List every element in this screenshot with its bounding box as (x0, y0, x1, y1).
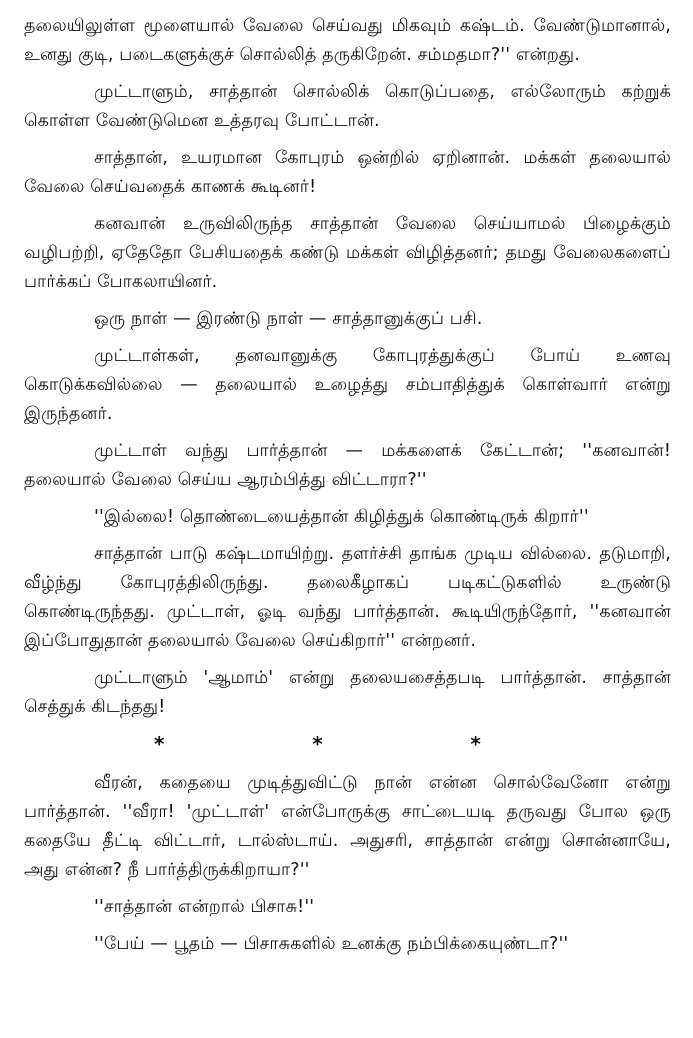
paragraph: முட்டாளும், சாத்தான் சொல்லிக் கொடுப்பதை, எல்லோரும் கற்றுக் கொள்ள வேண்டுமென உத்தரவு போட்டான். (24, 82, 671, 131)
separator-star: * (470, 732, 481, 756)
paragraph: முட்டாளும் 'ஆமாம்' என்று தலையசைத்தபடி பார்த்தான். சாத்தான் செத்துக் கிடந்தது! (24, 668, 671, 717)
paragraph: ''பேய் — பூதம் — பிசாசுகளில் உனக்கு நம்பிக்கையுண்டா?'' (94, 934, 569, 954)
paragraph: ''இல்லை! தொண்டையைத்தான் கிழித்துக் கொண்டிருக் கிறார்'' (94, 507, 589, 527)
paragraph: ஒரு நாள் — இரண்டு நாள் — சாத்தானுக்குப் பசி. (94, 309, 483, 329)
section-separator (24, 730, 671, 759)
paragraph: கனவான் உருவிலிருந்த சாத்தான் வேலை செய்யாமல் பிழைக்கும் வழிபற்றி, ஏதேதோ பேசியதைக் கண்டு மக்கள் விழித்தனர்; தமது வேலைகளைப் பார்க்கப் போகலாயினர். (24, 214, 671, 292)
separator-star: * (154, 732, 165, 756)
paragraph: வீரன், கதையை முடித்துவிட்டு நான் என்ன சொல்வேனோ என்று பார்த்தான். ''வீரா! 'முட்டாள்' என்போருக்கு சாட்டையடி தருவது போல ஒரு கதையே தீட்டி விட்டார், டால்ஸ்டாய். அதுசரி, சாத்தான் என்று சொன்னாயே, அது என்ன? நீ பார்த்திருக்கிறாயா?'' (24, 773, 671, 880)
paragraph: ''சாத்தான் என்றால் பிசாசு!'' (94, 897, 315, 917)
paragraph: சாத்தான், உயரமான கோபுரம் ஒன்றில் ஏறினான். மக்கள் தலையால் வேலை செய்வதைக் காணக் கூடினர்! (24, 148, 671, 197)
paragraph: தலையிலுள்ள மூளையால் வேலை செய்வது மிகவும் கஷ்டம். வேண்டுமானால், உனது குடி, படைகளுக்குச் சொல்லித் தருகிறேன். சம்மதமா?'' என்றது. (24, 16, 671, 65)
paragraph: முட்டாள் வந்து பார்த்தான் — மக்களைக் கேட்டான்; ''கனவான்! தலையால் வேலை செய்ய ஆரம்பித்து விட்டாரா?'' (24, 441, 671, 490)
paragraph: சாத்தான் பாடு கஷ்டமாயிற்று. தளர்ச்சி தாங்க முடிய வில்லை. தடுமாறி, வீழ்ந்து கோபுரத்திலிருந்து. தலைகீழாகப் படிகட்டுகளில் உருண்டு கொண்டிருந்தது. முட்டாள், ஓடி வந்து பார்த்தான். கூடியிருந்தோர், ''கனவான் இப்போதுதான் தலையால் வேலை செய்கிறார்'' என்றனர். (24, 544, 671, 651)
paragraph: முட்டாள்கள், தனவானுக்கு கோபுரத்துக்குப் போய் உணவு கொடுக்கவில்லை — தலையால் உழைத்து சம்பாதித்துக் கொள்வார் என்று இருந்தனர். (24, 346, 671, 424)
separator-star: * (312, 732, 323, 756)
